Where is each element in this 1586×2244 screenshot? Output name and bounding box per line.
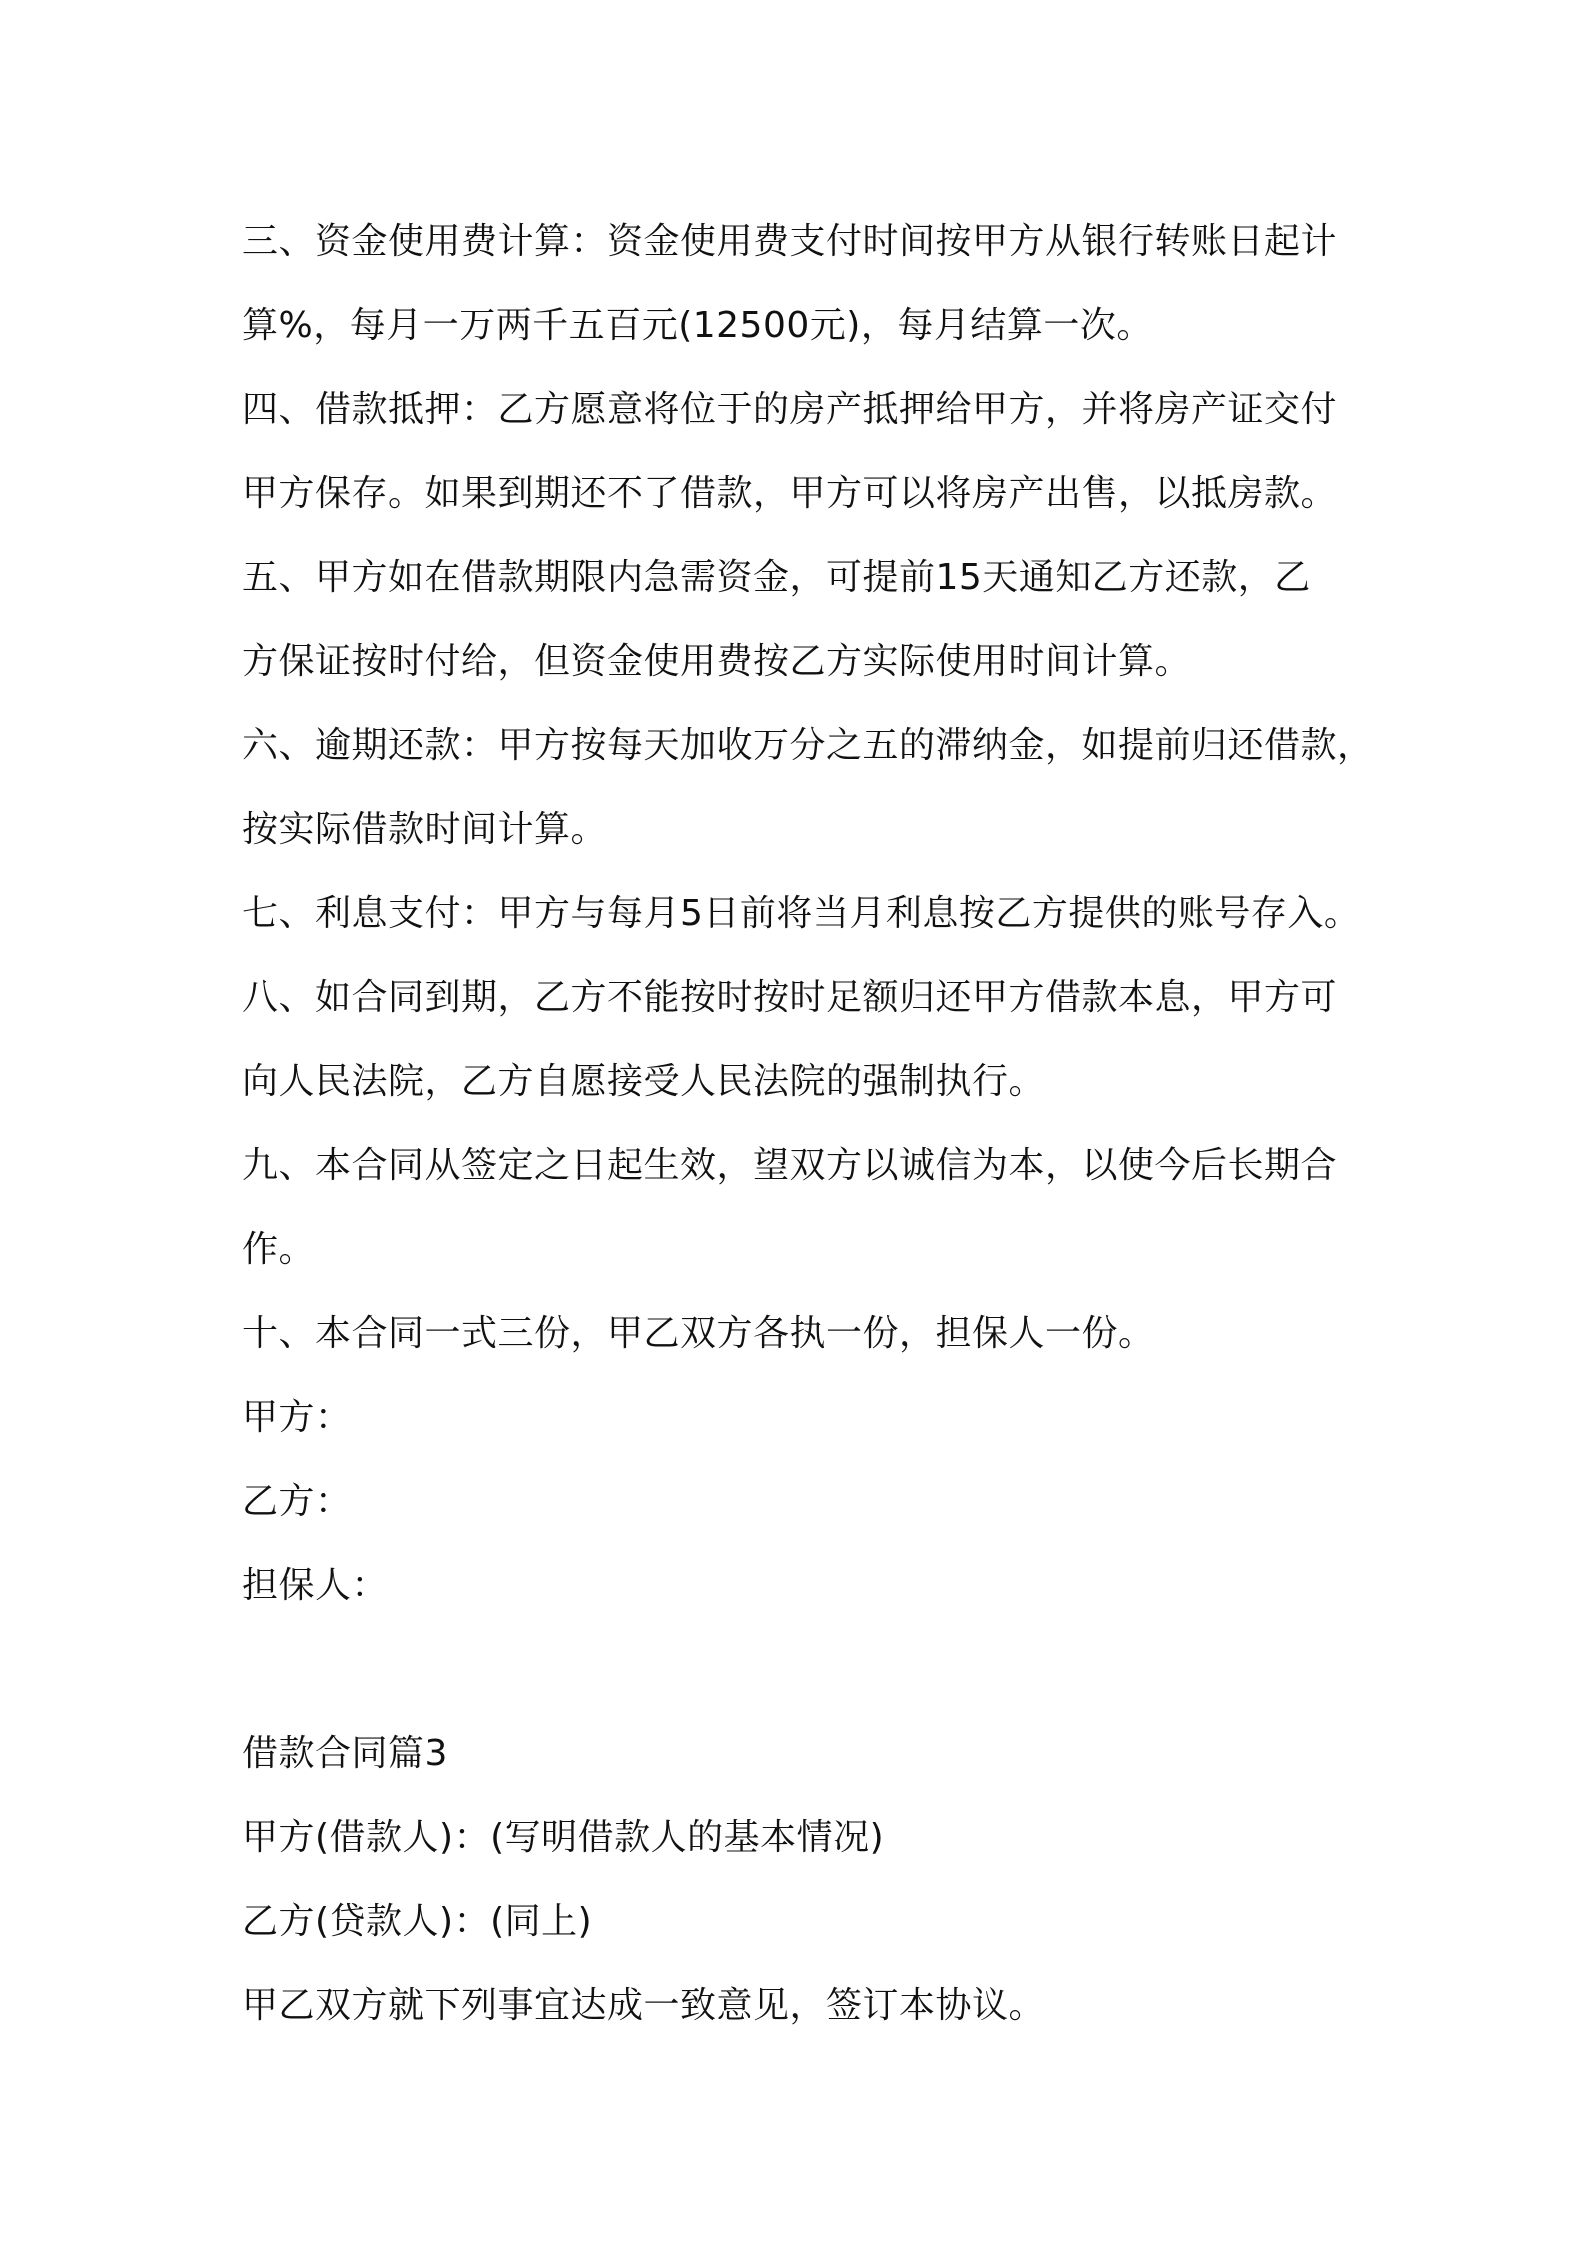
clause-7-line-1: 七、利息支付：甲方与每月5日前将当月利息按乙方提供的账号存入。 [242,893,1361,934]
clause-6-line-1: 六、逾期还款：甲方按每天加收万分之五的滞纳金，如提前归还借款， [242,725,1374,766]
section-spacer [242,1628,1352,1712]
section-title: 借款合同篇3 [242,1733,448,1774]
document-body [242,200,1374,2048]
clause-3-line-2: 算%，每月一万两千五百元(12500元)，每月结算一次。 [242,305,1153,346]
clause-4-line-2: 甲方保存。如果到期还不了借款，甲方可以将房产出售，以抵房款。 [242,473,1338,514]
clause-3-line-1: 三、资金使用费计算：资金使用费支付时间按甲方从银行转账日起计 [242,221,1338,262]
clause-4-line-1: 四、借款抵押：乙方愿意将位于的房产抵押给甲方，并将房产证交付 [242,389,1338,430]
clause-10-line-1: 十、本合同一式三份，甲乙双方各执一份，担保人一份。 [242,1313,1155,1354]
signature-guarantor: 担保人： [242,1565,389,1606]
party-a-borrower-line: 甲方(借款人)：(写明借款人的基本情况) [242,1817,885,1858]
clause-6-line-2: 按实际借款时间计算。 [242,809,608,850]
signature-party-a: 甲方： [242,1397,352,1438]
clause-5-line-1: 五、甲方如在借款期限内急需资金，可提前15天通知乙方还款，乙 [242,557,1311,598]
clause-9-line-1: 九、本合同从签定之日起生效，望双方以诚信为本，以使今后长期合 [242,1145,1338,1186]
clause-8-line-2: 向人民法院，乙方自愿接受人民法院的强制执行。 [242,1061,1046,1102]
clause-5-line-2: 方保证按时付给，但资金使用费按乙方实际使用时间计算。 [242,641,1192,682]
signature-party-b: 乙方： [242,1481,352,1522]
party-b-lender-line: 乙方(贷款人)：(同上) [242,1901,593,1942]
clause-8-line-1: 八、如合同到期，乙方不能按时按时足额归还甲方借款本息，甲方可 [242,977,1338,1018]
agreement-intro-line: 甲乙双方就下列事宜达成一致意见，签订本协议。 [242,1985,1046,2026]
clause-9-line-2: 作。 [242,1229,316,1270]
